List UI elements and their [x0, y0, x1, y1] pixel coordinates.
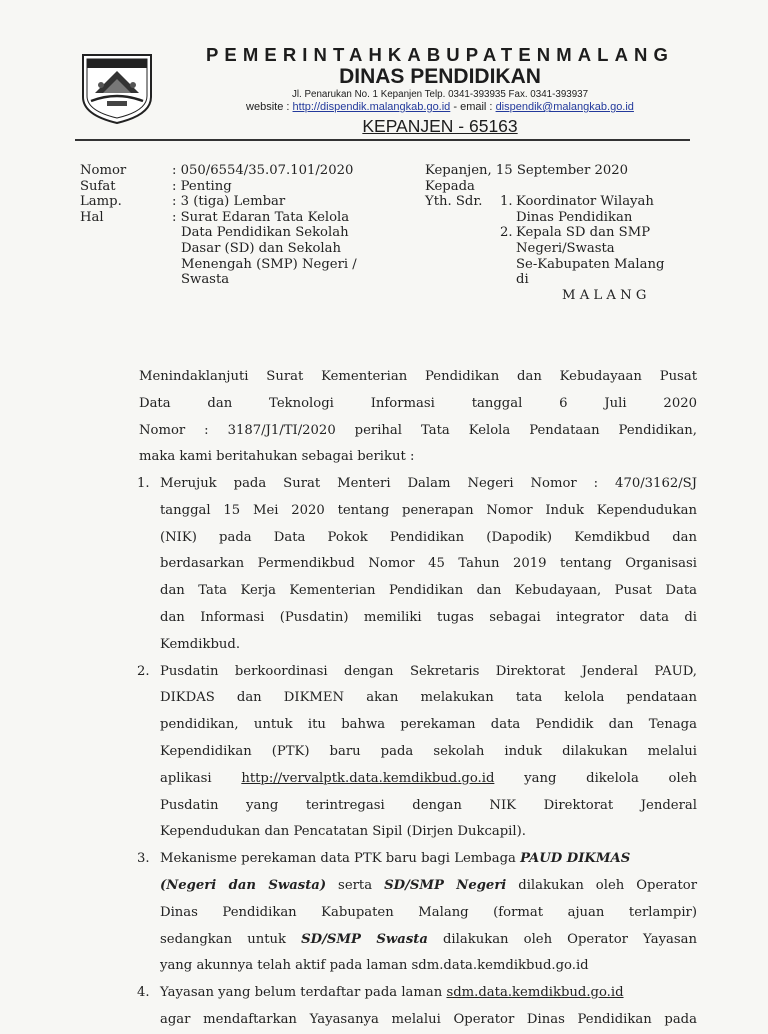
intro-line: Menindaklanjuti Surat Kementerian Pendidikan dan Kebudayaan Pusat	[139, 369, 697, 384]
item-4-line	[160, 980, 697, 1007]
item-1-number: 1.	[137, 476, 150, 491]
agency-contacts	[160, 101, 720, 113]
item-1-line: Kemdikbud.	[160, 636, 241, 652]
kepada-label: Kepada	[425, 178, 475, 194]
item-2-line: Pusdatin berkoordinasi dengan Sekretaris Direktorat Jenderal PAUD,	[160, 663, 697, 679]
label-nomor: Nomor	[80, 163, 127, 178]
label-sifat: Sufat	[80, 178, 116, 194]
item-1-line: (NIK) pada Data Pokok Pendidikan (Dapodik) Kemdikbud dan	[160, 529, 697, 545]
item-1-line: dan Informasi (Pusdatin) memiliki tugas sebagai integrator data di	[160, 610, 697, 625]
item-4-number: 4.	[137, 985, 150, 1001]
value-lamp: : 3 (tiga) Lembar	[172, 194, 286, 210]
item-3-text: serta	[326, 878, 385, 893]
city-postcode: KEPANJEN - 65163	[362, 116, 518, 136]
intro-line: maka kami beritahukan sebagai berikut :	[139, 449, 415, 465]
vervalptk-link[interactable]: http://vervalptk.data.kemdikbud.go.id	[241, 770, 495, 786]
recipient-2-line: Se-Kabupaten Malang	[516, 256, 665, 272]
email-label: - email :	[453, 101, 493, 113]
item-3-line	[160, 873, 697, 900]
recipient-2-line: Kepala SD dan SMP	[516, 225, 651, 241]
letter-date: Kepanjen, 15 September 2020	[425, 163, 629, 178]
item-3-number: 3.	[137, 851, 150, 867]
value-nomor: : 050/6554/35.07.101/2020	[172, 163, 354, 178]
destination-city: MALANG	[562, 288, 651, 303]
item-2-line: Kependudukan dan Pencatatan Sipil (Dirjen Dukcapil).	[160, 824, 526, 840]
agency-address: Jl. Penarukan No. 1 Kepanjen Telp. 0341-393935 Fax. 0341-393937	[291, 89, 589, 100]
recipient-1-number: 1.	[500, 194, 513, 210]
item-3-text: Mekanisme perekaman data PTK baru bagi Lembaga	[160, 851, 521, 867]
item-2-number: 2.	[137, 663, 150, 679]
sd-smp-negeri-emphasis: SD/SMP Negeri	[384, 878, 507, 893]
agency-name: DINAS PENDIDIKAN	[339, 65, 541, 88]
item-4-text: Yayasan yang belum terdaftar pada laman	[160, 985, 447, 1001]
website-link[interactable]: http://dispendik.malangkab.go.id	[292, 101, 451, 113]
value-hal-line: Data Pendidikan Sekolah	[181, 225, 349, 241]
item-3-line	[160, 927, 697, 954]
value-sifat: : Penting	[172, 178, 232, 194]
value-hal-line: Menengah (SMP) Negeri /	[181, 256, 357, 272]
item-3-line	[160, 846, 697, 873]
negeri-swasta-emphasis: (Negeri dan Swasta)	[160, 878, 327, 893]
label-hal: Hal	[80, 209, 104, 225]
item-1-line: tanggal 15 Mei 2020 tentang penerapan Nomor Induk Kependudukan	[160, 502, 697, 518]
item-2-line: DIKDAS dan DIKMEN akan melakukan tata kelola pendataan	[160, 690, 697, 706]
aplikasi-text: aplikasi	[160, 770, 212, 786]
website-label: website :	[246, 101, 290, 113]
value-hal-line: Swasta	[181, 272, 230, 288]
recipient-1-line: Koordinator Wilayah	[516, 194, 654, 210]
di-label: di	[516, 272, 529, 288]
item-1-line: berdasarkan Permendikbud Nomor 45 Tahun 2019 tentang Organisasi	[160, 556, 697, 572]
item-2-line: Pusdatin yang terintregasi dengan NIK Direktorat Jenderal	[160, 797, 697, 813]
value-hal-line: Dasar (SD) dan Sekolah	[181, 241, 341, 256]
item-3-text: sedangkan untuk	[160, 931, 302, 947]
intro-line: Nomor : 3187/J1/TI/2020 perihal Tata Kelola Pendataan Pendidikan,	[139, 422, 697, 438]
item-3-text: dilakukan oleh Operator Yayasan	[427, 931, 698, 947]
value-hal-line: : Surat Edaran Tata Kelola	[172, 209, 350, 225]
sd-smp-swasta-emphasis: SD/SMP Swasta	[301, 931, 428, 947]
kabupaten-malang-logo	[77, 45, 157, 125]
item-3-line: Dinas Pendidikan Kabupaten Malang (format ajuan terlampir)	[160, 904, 697, 920]
intro-line: Data dan Teknologi Informasi tanggal 6 Juli 2020	[139, 395, 697, 411]
item-2-line: pendidikan, untuk itu bahwa perekaman data Pendidik dan Tenaga	[160, 717, 697, 733]
sdm-kemdikbud-link[interactable]: sdm.data.kemdikbud.go.id	[446, 985, 624, 1001]
item-2-line: Kependidikan (PTK) baru pada sekolah induk dilakukan melalui	[160, 744, 697, 759]
paud-dikmas-emphasis: PAUD DIKMAS	[520, 851, 631, 867]
label-lamp: Lamp.	[80, 194, 122, 210]
item-2-line-with-link	[160, 766, 697, 793]
item-1-line: Merujuk pada Surat Menteri Dalam Negeri Nomor : 470/3162/SJ	[160, 476, 697, 491]
recipient-1-line: Dinas Pendidikan	[516, 209, 633, 225]
yth-label: Yth. Sdr.	[425, 194, 483, 210]
dikelola-text: yang dikelola oleh	[524, 770, 698, 786]
item-1-line: dan Tata Kerja Kementerian Pendidikan dan Kebudayaan, Pusat Data	[160, 583, 697, 599]
item-3-line: yang akunnya telah aktif pada laman sdm.data.kemdikbud.go.id	[160, 958, 589, 974]
recipient-2-number: 2.	[500, 225, 513, 241]
item-3-text: dilakukan oleh Operator	[506, 878, 697, 893]
email-link[interactable]: dispendik@malangkab.go.id	[495, 101, 634, 113]
government-name: PEMERINTAHKABUPATENMALANG	[205, 44, 674, 65]
recipient-2-line: Negeri/Swasta	[516, 241, 615, 256]
item-4-line: agar mendaftarkan Yayasanya melalui Operator Dinas Pendidikan pada	[160, 1012, 697, 1027]
letterhead-divider	[75, 139, 690, 141]
